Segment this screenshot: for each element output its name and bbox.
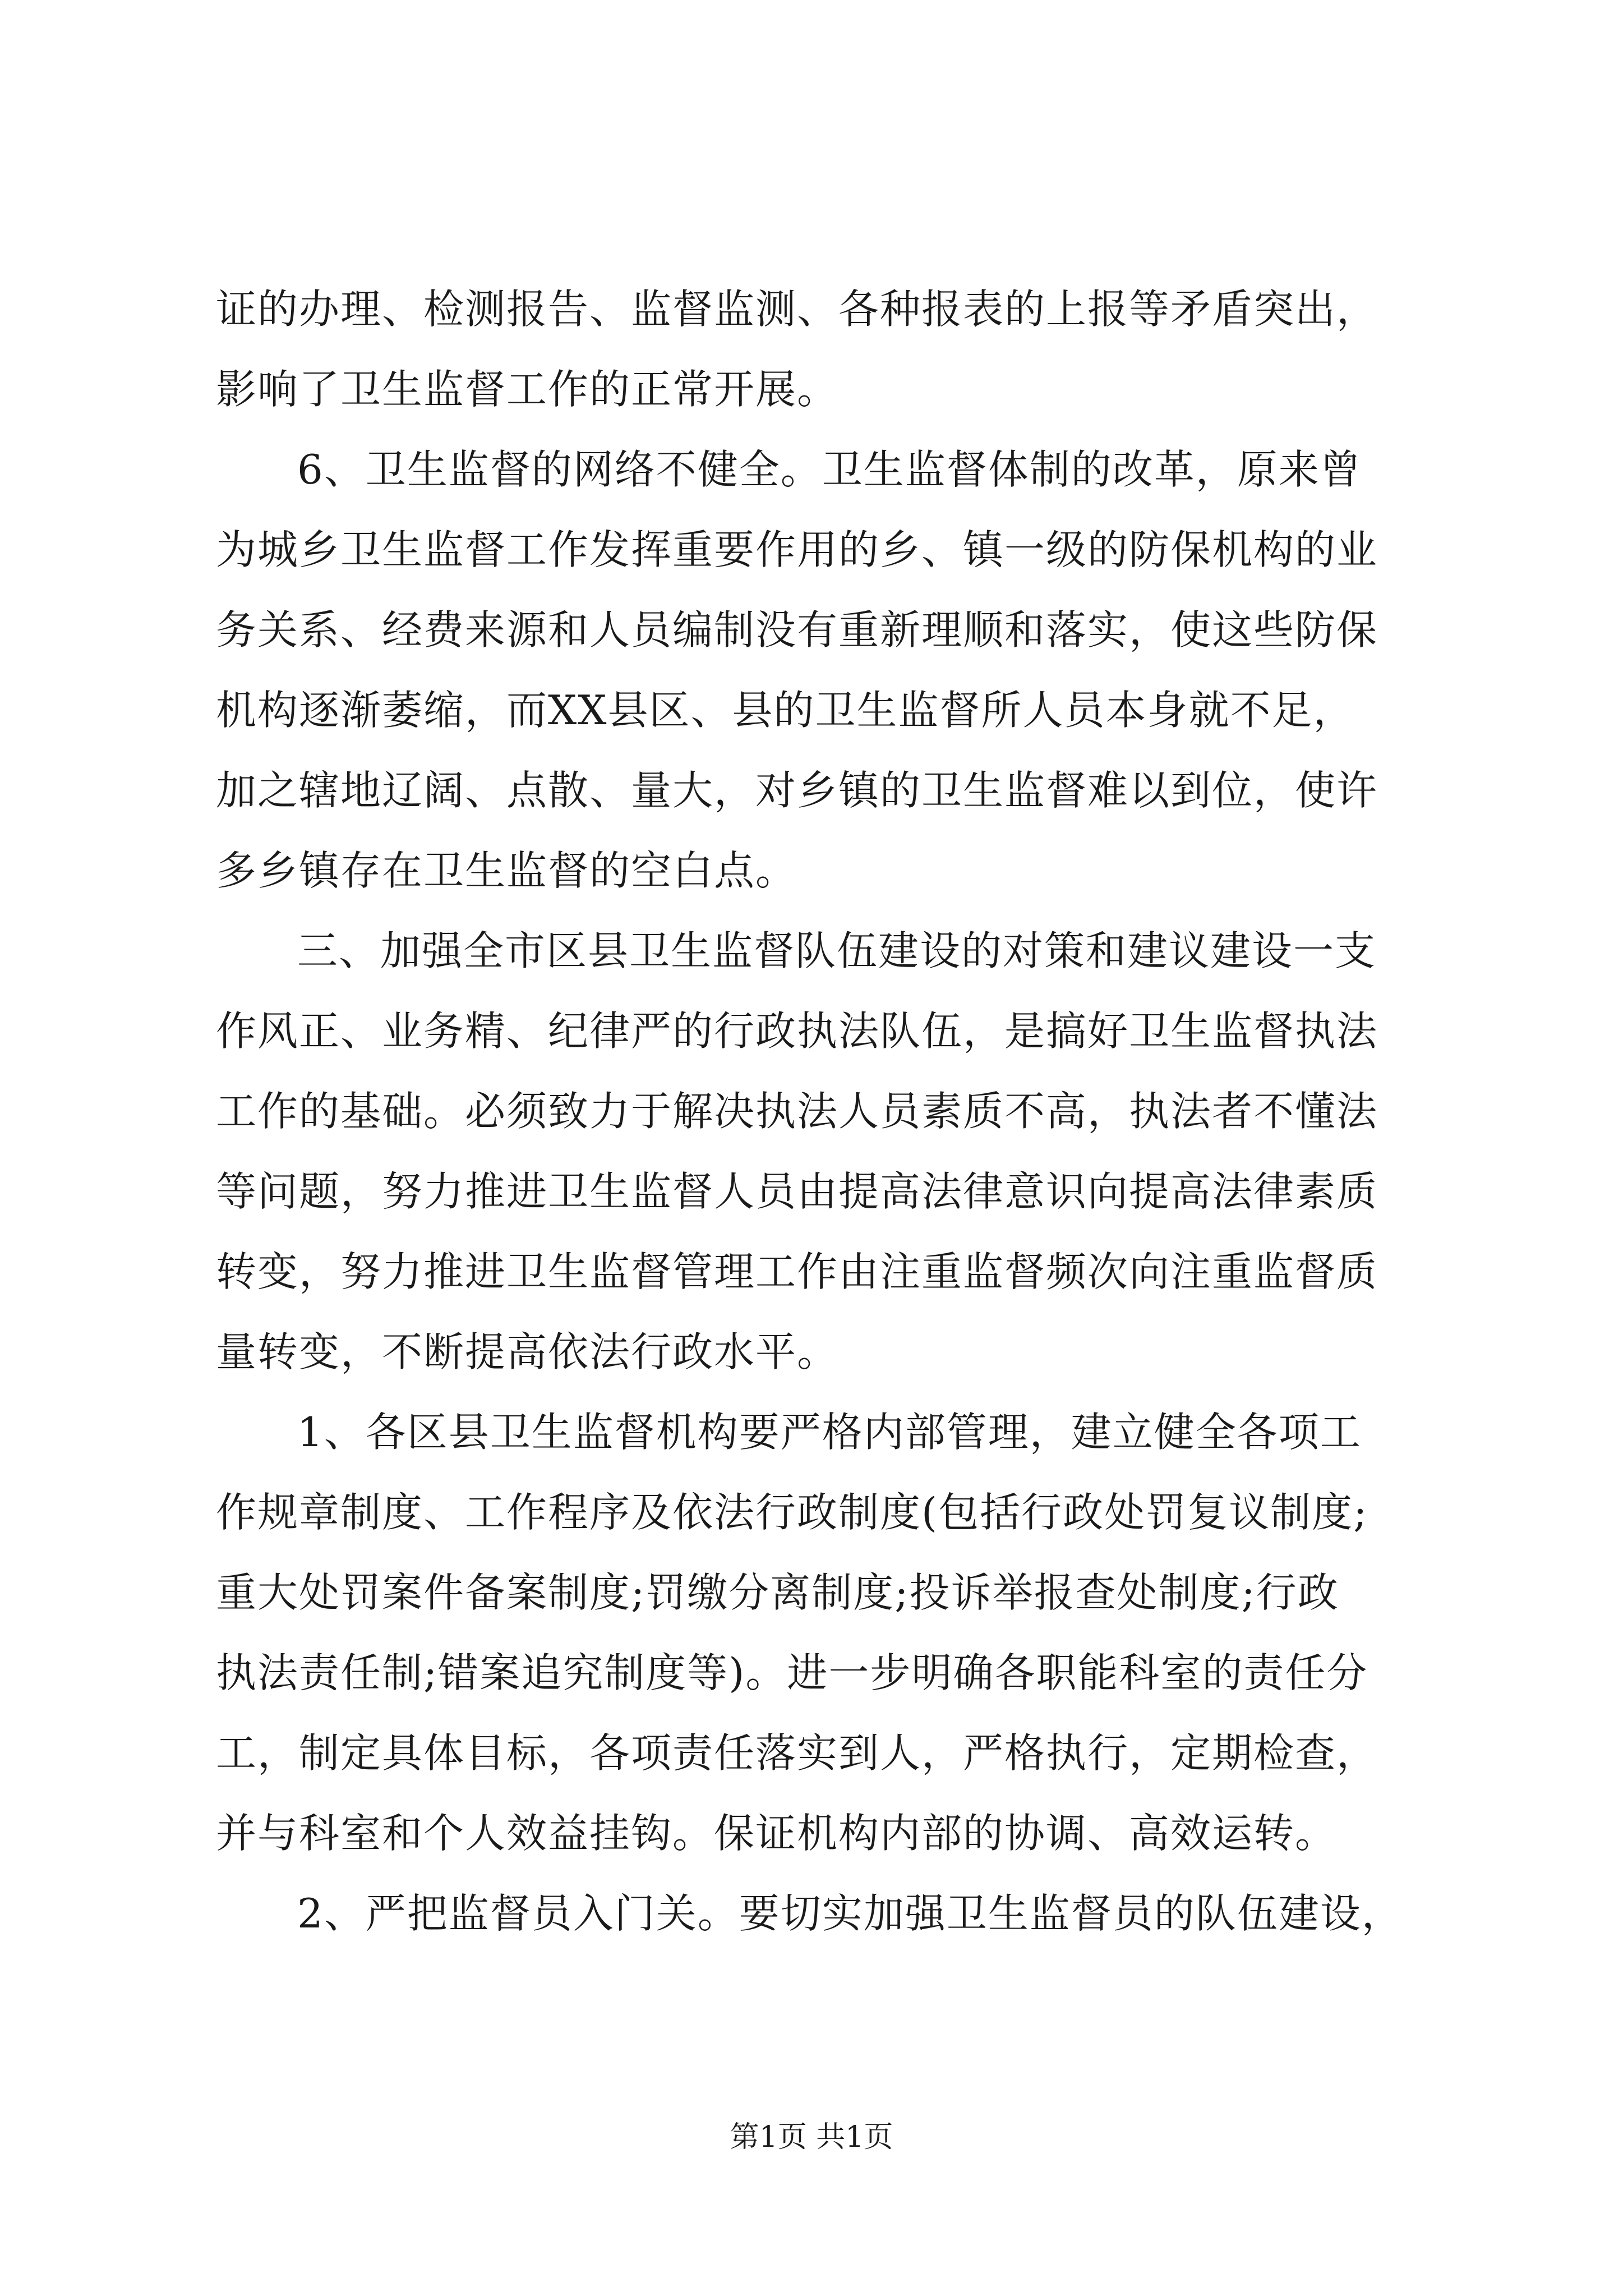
text-line: 作风正、业务精、纪律严的行政执法队伍，是搞好卫生监督执法 bbox=[216, 1007, 1378, 1055]
text-line: 证的办理、检测报告、监督监测、各种报表的上报等矛盾突出， bbox=[216, 286, 1378, 333]
text-line: 转变，努力推进卫生监督管理工作由注重监督频次向注重监督质 bbox=[216, 1248, 1378, 1295]
text-line: 工，制定具体目标，各项责任落实到人，严格执行，定期检查， bbox=[216, 1729, 1378, 1777]
text-line: 机构逐渐萎缩，而XX县区、县的卫生监督所人员本身就不足， bbox=[216, 687, 1355, 734]
paragraph-start-line: 2、严把监督员入门关。要切实加强卫生监督员的队伍建设， bbox=[297, 1890, 1403, 1937]
text-line: 多乡镇存在卫生监督的空白点。 bbox=[216, 847, 797, 894]
paragraph-start-line: 6、卫生监督的网络不健全。卫生监督体制的改革，原来曾 bbox=[297, 446, 1362, 493]
text-line: 等问题，努力推进卫生监督人员由提高法律意识向提高法律素质 bbox=[216, 1168, 1378, 1215]
section-heading-line: 三、加强全市区县卫生监督队伍建设的对策和建议建设一支 bbox=[297, 927, 1377, 974]
text-line: 作规章制度、工作程序及依法行政制度(包括行政处罚复议制度; bbox=[216, 1489, 1368, 1536]
text-line: 并与科室和个人效益挂钩。保证机构内部的协调、高效运转。 bbox=[216, 1810, 1337, 1857]
paragraph-start-line: 1、各区县卫生监督机构要严格内部管理，建立健全各项工 bbox=[297, 1409, 1362, 1456]
text-line: 量转变，不断提高依法行政水平。 bbox=[216, 1328, 839, 1375]
text-line: 影响了卫生监督工作的正常开展。 bbox=[216, 366, 839, 413]
text-line: 为城乡卫生监督工作发挥重要作用的乡、镇一级的防保机构的业 bbox=[216, 526, 1378, 573]
text-line: 务关系、经费来源和人员编制没有重新理顺和落实，使这些防保 bbox=[216, 606, 1378, 654]
text-line: 加之辖地辽阔、点散、量大，对乡镇的卫生监督难以到位，使许 bbox=[216, 767, 1378, 814]
text-line: 工作的基础。必须致力于解决执法人员素质不高，执法者不懂法 bbox=[216, 1088, 1378, 1135]
text-line: 执法责任制;错案追究制度等)。进一步明确各职能科室的责任分 bbox=[216, 1649, 1368, 1696]
text-line: 重大处罚案件备案制度;罚缴分离制度;投诉举报查处制度;行政 bbox=[216, 1569, 1339, 1616]
page-number-footer: 第1页 共1页 bbox=[730, 2120, 893, 2154]
document-body bbox=[216, 269, 1427, 1954]
